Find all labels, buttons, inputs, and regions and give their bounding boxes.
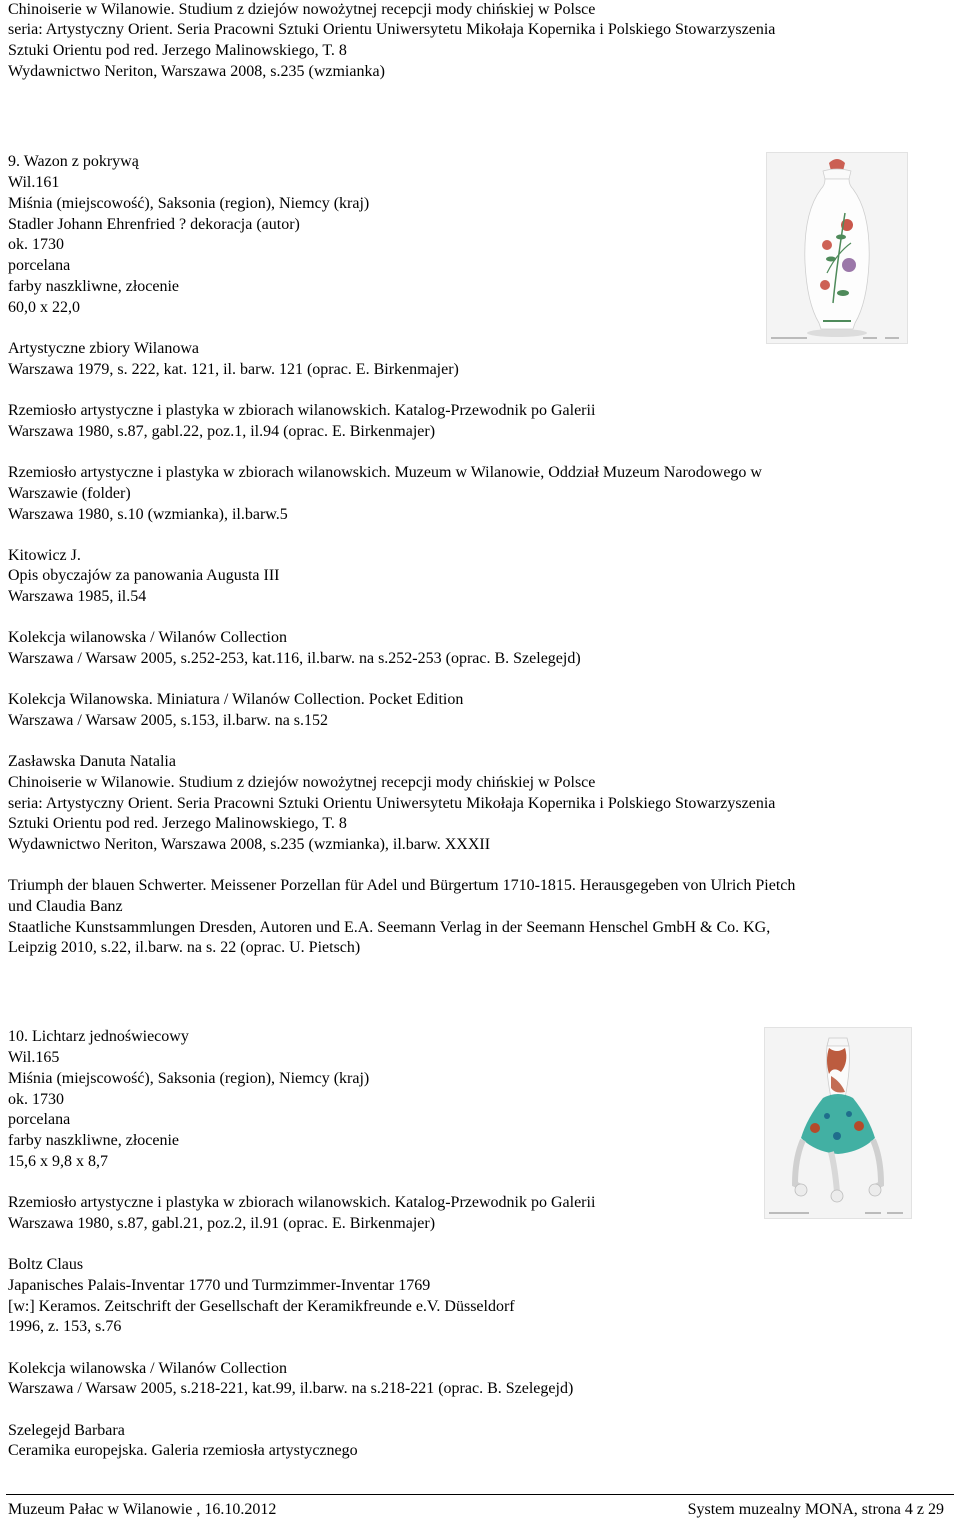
item9-origin: Miśnia (miejscowość), Saksonia (region), Niemcy (kraj) [8, 195, 370, 212]
bib-entry: Kolekcja wilanowska / Wilanów Collection [8, 1360, 287, 1377]
bib-entry: 1996, z. 153, s.76 [8, 1318, 122, 1335]
bib-entry: Opis obyczajów za panowania Augusta III [8, 567, 280, 584]
bib-entry: Warszawa 1980, s.10 (wzmianka), il.barw.5 [8, 506, 288, 523]
item9-material: porcelana [8, 257, 71, 274]
bib-entry: und Claudia Banz [8, 898, 123, 915]
prev-entry-line: Chinoiserie w Wilanowie. Studium z dziejów nowożytnej recepcji mody chińskiej w Polsce [8, 1, 596, 18]
footer-page-number: System muzealny MONA, strona 4 z 29 [687, 1501, 944, 1518]
prev-entry-line: Sztuki Orientu pod red. Jerzego Malinowskiego, T. 8 [8, 42, 347, 59]
vase-illustration [767, 153, 907, 343]
bib-entry: Staatliche Kunstsammlungen Dresden, Autoren und E.A. Seemann Verlag in der Seemann Henschel GmbH & Co. KG, [8, 919, 771, 936]
item9-title: 9. Wazon z pokrywą [8, 153, 139, 170]
bib-entry: Warszawa 1980, s.87, gabl.22, poz.1, il.94 (oprac. E. Birkenmajer) [8, 423, 436, 440]
bib-entry: Warszawa / Warsaw 2005, s.252-253, kat.116, il.barw. na s.252-253 (oprac. B. Szelegejd) [8, 650, 581, 667]
item10-title: 10. Lichtarz jednoświecowy [8, 1028, 189, 1045]
footer-divider [6, 1494, 954, 1495]
item10-date: ok. 1730 [8, 1091, 64, 1108]
item9-date: ok. 1730 [8, 236, 64, 253]
item9-author: Stadler Johann Ehrenfried ? dekoracja (autor) [8, 216, 300, 233]
bib-entry: seria: Artystyczny Orient. Seria Pracowni Sztuki Orientu Uniwersytetu Mikołaja Kopernika i Polskiego Stowarzyszenia [8, 795, 776, 812]
bib-entry: Szelegejd Barbara [8, 1422, 125, 1439]
bib-entry: Artystyczne zbiory Wilanowa [8, 340, 199, 357]
item10-inventory: Wil.165 [8, 1049, 60, 1066]
bib-entry: Chinoiserie w Wilanowie. Studium z dziejów nowożytnej recepcji mody chińskiej w Polsce [8, 774, 596, 791]
footer-institution-date: Muzeum Pałac w Wilanowie , 16.10.2012 [8, 1501, 277, 1518]
candlestick-photo [764, 1027, 912, 1219]
bib-entry: Warszawa 1979, s. 222, kat. 121, il. barw. 121 (oprac. E. Birkenmajer) [8, 361, 459, 378]
bib-entry: Rzemiosło artystyczne i plastyka w zbiorach wilanowskich. Katalog-Przewodnik po Galerii [8, 1194, 596, 1211]
item10-material: porcelana [8, 1111, 71, 1128]
prev-entry-line: seria: Artystyczny Orient. Seria Pracowni Sztuki Orientu Uniwersytetu Mikołaja Kopernika i Polskiego Stowarzyszenia [8, 21, 776, 38]
bib-entry: [w:] Keramos. Zeitschrift der Gesellschaft der Keramikfreunde e.V. Düsseldorf [8, 1298, 515, 1315]
bib-entry: Rzemiosło artystyczne i plastyka w zbiorach wilanowskich. Katalog-Przewodnik po Galerii [8, 402, 596, 419]
bib-entry: Zasławska Danuta Natalia [8, 753, 176, 770]
bib-entry: Triumph der blauen Schwerter. Meissener Porzellan für Adel und Bürgertum 1710-1815. Herausgegeben von Ulrich Pietch [8, 877, 796, 894]
bib-entry: Warszawa / Warsaw 2005, s.218-221, kat.99, il.barw. na s.218-221 (oprac. B. Szelegejd) [8, 1380, 574, 1397]
bib-entry: Sztuki Orientu pod red. Jerzego Malinowskiego, T. 8 [8, 815, 347, 832]
bib-entry: Warszawa 1980, s.87, gabl.21, poz.2, il.91 (oprac. E. Birkenmajer) [8, 1215, 436, 1232]
item10-technique: farby naszkliwne, złocenie [8, 1132, 180, 1149]
bib-entry: Ceramika europejska. Galeria rzemiosła artystycznego [8, 1442, 358, 1459]
vase-photo [766, 152, 908, 344]
item9-inventory: Wil.161 [8, 174, 60, 191]
bib-entry: Kolekcja Wilanowska. Miniatura / Wilanów Collection. Pocket Edition [8, 691, 464, 708]
bib-entry: Rzemiosło artystyczne i plastyka w zbiorach wilanowskich. Muzeum w Wilanowie, Oddział Muzeum Narodowego w [8, 464, 762, 481]
bib-entry: Wydawnictwo Neriton, Warszawa 2008, s.235 (wzmianka), il.barw. XXXII [8, 836, 491, 853]
bib-entry: Japanisches Palais-Inventar 1770 und Turmzimmer-Inventar 1769 [8, 1277, 431, 1294]
item9-technique: farby naszkliwne, złocenie [8, 278, 180, 295]
bib-entry: Kitowicz J. [8, 547, 81, 564]
bib-entry: Warszawa / Warsaw 2005, s.153, il.barw. na s.152 [8, 712, 329, 729]
item10-origin: Miśnia (miejscowość), Saksonia (region), Niemcy (kraj) [8, 1070, 370, 1087]
item9-dimensions: 60,0 x 22,0 [8, 299, 80, 316]
bib-entry: Boltz Claus [8, 1256, 84, 1273]
bib-entry: Warszawa 1985, il.54 [8, 588, 147, 605]
item10-dimensions: 15,6 x 9,8 x 8,7 [8, 1153, 108, 1170]
prev-entry-line: Wydawnictwo Neriton, Warszawa 2008, s.235 (wzmianka) [8, 63, 385, 80]
bib-entry: Kolekcja wilanowska / Wilanów Collection [8, 629, 287, 646]
candlestick-illustration [765, 1028, 911, 1218]
bib-entry: Leipzig 2010, s.22, il.barw. na s. 22 (oprac. U. Pietsch) [8, 939, 361, 956]
bib-entry: Warszawie (folder) [8, 485, 131, 502]
